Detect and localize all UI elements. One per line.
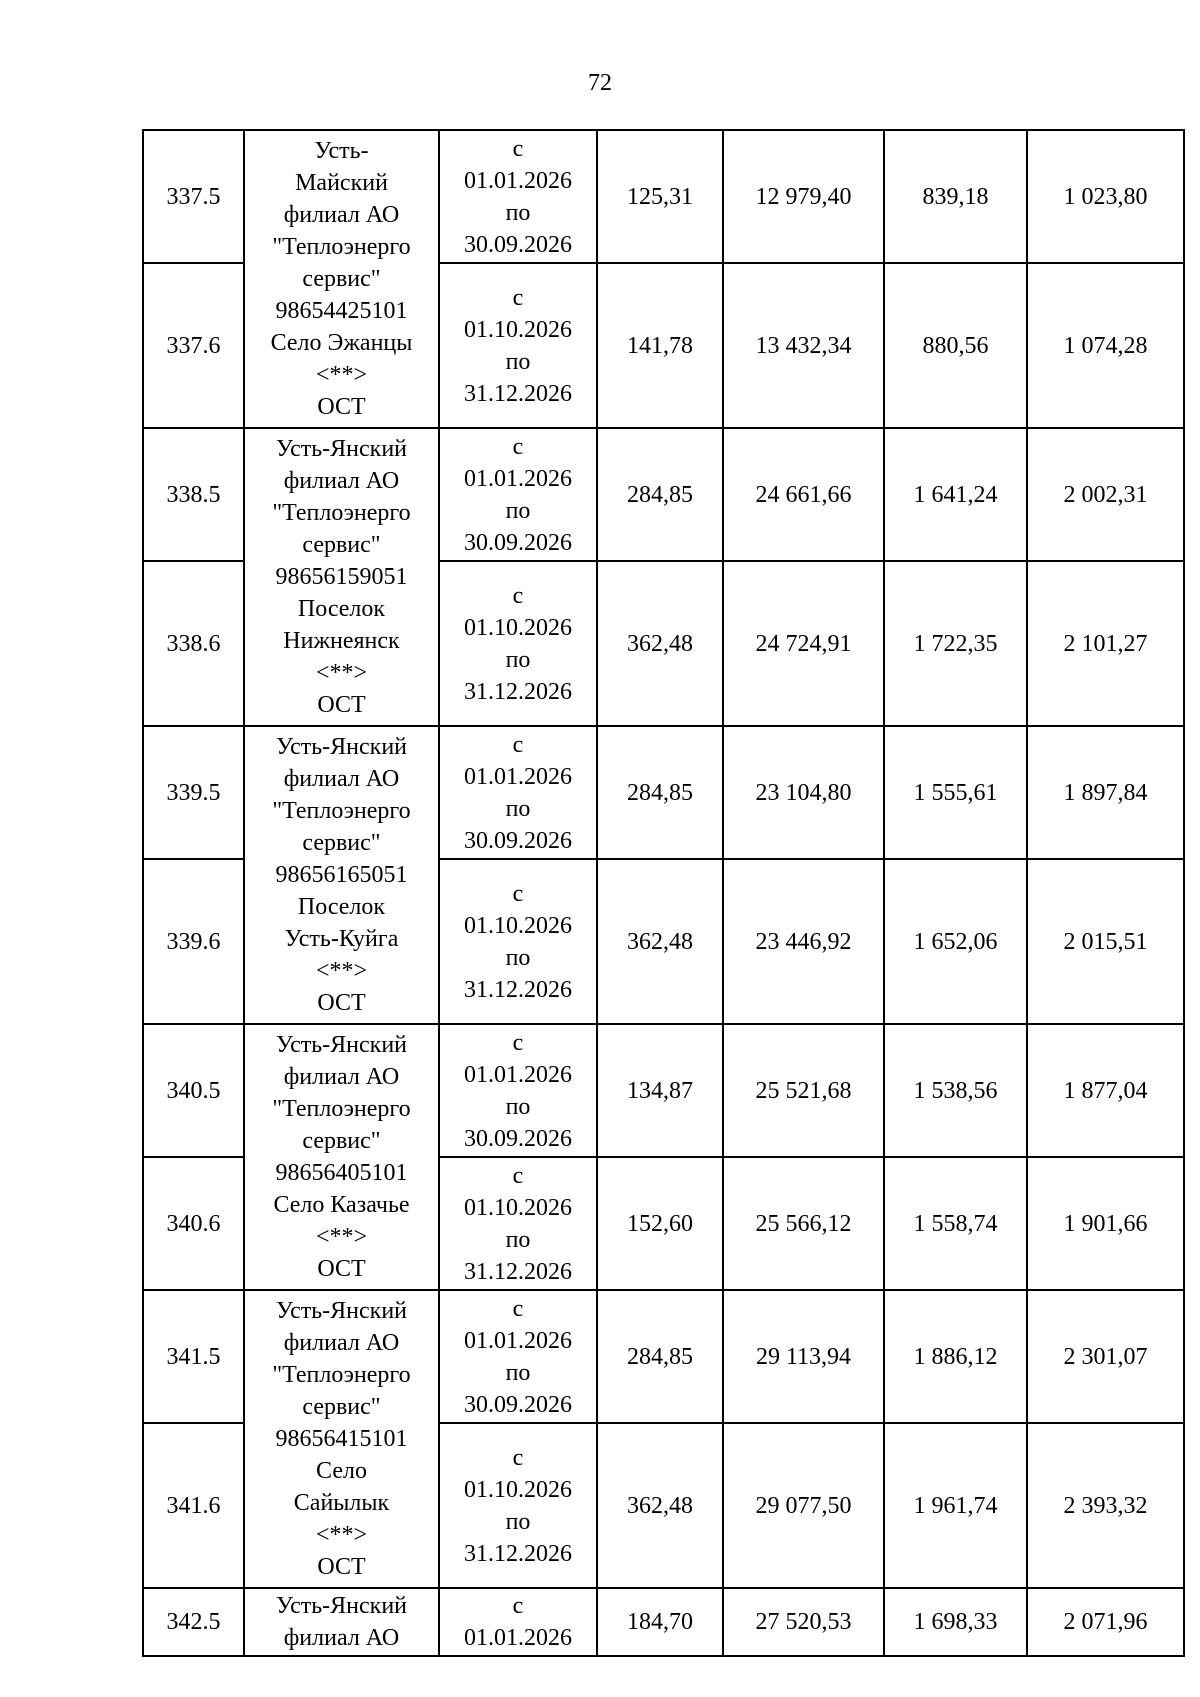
supplier-cell-line: <**>	[315, 1224, 368, 1250]
period-cell-line: по	[505, 795, 531, 822]
period-cell-line: по	[505, 348, 531, 375]
supplier-cell-line: 98656165051	[275, 862, 408, 888]
supplier-cell-line: филиал АО	[283, 1064, 400, 1090]
period-cell-line: по	[505, 1359, 531, 1386]
supplier-cell-line: 98656159051	[275, 564, 408, 590]
supplier-cell-line: Село Эжанцы	[270, 330, 413, 356]
value-cell-3: 1 558,74	[884, 1157, 1027, 1290]
table-row	[143, 1588, 1184, 1656]
period-cell-line: с	[512, 1444, 524, 1471]
value-cell-3: 1 722,35	[884, 561, 1027, 726]
value-cell-3: 1 698,33	[884, 1588, 1027, 1656]
period-cell-line: 01.01.2026	[464, 465, 572, 492]
period-cell-line: 30.09.2026	[464, 529, 572, 556]
period-cell-line: 01.01.2026	[464, 1061, 572, 1088]
period-cell-line: по	[505, 1226, 531, 1253]
period-cell-line: 30.09.2026	[464, 1125, 572, 1152]
row-id: 338.5	[143, 428, 244, 561]
supplier-cell	[244, 1024, 439, 1290]
row-id: 341.6	[143, 1423, 244, 1588]
supplier-cell-line: <**>	[315, 362, 368, 388]
supplier-cell-line: Нижнеянск	[283, 628, 400, 654]
supplier-cell-line: Сайылык	[293, 1490, 390, 1516]
value-cell-3: 1 961,74	[884, 1423, 1027, 1588]
period-cell	[439, 1290, 597, 1423]
value-cell-1: 284,85	[597, 1290, 723, 1423]
supplier-cell-line: Усть-	[314, 138, 369, 164]
supplier-cell-line: <**>	[315, 1522, 368, 1548]
period-cell	[439, 1157, 597, 1290]
value-cell-4: 2 101,27	[1027, 561, 1184, 726]
supplier-cell-line: филиал АО	[283, 1625, 400, 1651]
supplier-cell-line: сервис"	[302, 830, 381, 856]
row-id: 337.6	[143, 263, 244, 428]
supplier-cell-line: Поселок	[297, 596, 386, 622]
period-cell-line: с	[512, 731, 524, 758]
value-cell-4: 1 897,84	[1027, 726, 1184, 859]
row-id: 339.5	[143, 726, 244, 859]
period-cell	[439, 726, 597, 859]
value-cell-4: 2 002,31	[1027, 428, 1184, 561]
period-cell-line: 30.09.2026	[464, 231, 572, 258]
value-cell-3: 1 555,61	[884, 726, 1027, 859]
row-id: 337.5	[143, 130, 244, 263]
tariff-table-body	[143, 130, 1184, 1656]
supplier-cell-line: ОСТ	[317, 394, 366, 420]
period-cell	[439, 1423, 597, 1588]
period-cell-line: 01.10.2026	[464, 614, 572, 641]
value-cell-4: 2 015,51	[1027, 859, 1184, 1024]
period-cell-line: с	[512, 582, 524, 609]
table-row	[143, 1290, 1184, 1423]
period-cell-line: 01.01.2026	[464, 1625, 572, 1651]
supplier-cell-line: 98656415101	[275, 1426, 408, 1452]
period-cell	[439, 561, 597, 726]
supplier-cell-line: сервис"	[302, 1394, 381, 1420]
period-cell	[439, 263, 597, 428]
period-cell-line: 31.12.2026	[464, 976, 572, 1003]
supplier-cell-line: Село	[316, 1458, 367, 1484]
value-cell-1: 284,85	[597, 428, 723, 561]
value-cell-1: 141,78	[597, 263, 723, 428]
value-cell-4: 1 877,04	[1027, 1024, 1184, 1157]
supplier-cell-line: филиал АО	[283, 202, 400, 228]
value-cell-3: 1 652,06	[884, 859, 1027, 1024]
supplier-cell-line: <**>	[315, 660, 368, 686]
supplier-cell-line: <**>	[315, 958, 368, 984]
period-cell-line: с	[512, 1029, 524, 1056]
value-cell-1: 362,48	[597, 1423, 723, 1588]
period-cell-line: 30.09.2026	[464, 1391, 572, 1418]
period-cell-line: с	[512, 880, 524, 907]
value-cell-2: 24 724,91	[723, 561, 884, 726]
row-id: 340.5	[143, 1024, 244, 1157]
value-cell-2: 25 566,12	[723, 1157, 884, 1290]
value-cell-2: 12 979,40	[723, 130, 884, 263]
supplier-cell-line: "Теплоэнерго	[272, 500, 411, 526]
supplier-cell-line: Усть-Куйга	[284, 926, 399, 952]
value-cell-1: 134,87	[597, 1024, 723, 1157]
period-cell-line: с	[512, 1593, 524, 1619]
supplier-cell-line: "Теплоэнерго	[272, 1362, 411, 1388]
period-cell-line: 01.01.2026	[464, 763, 572, 790]
period-cell-line: с	[512, 1295, 524, 1322]
period-cell-line: по	[505, 944, 531, 971]
value-cell-2: 29 077,50	[723, 1423, 884, 1588]
value-cell-3: 1 538,56	[884, 1024, 1027, 1157]
value-cell-4: 2 071,96	[1027, 1588, 1184, 1656]
value-cell-2: 23 104,80	[723, 726, 884, 859]
value-cell-3: 839,18	[884, 130, 1027, 263]
period-cell-line: по	[505, 646, 531, 673]
value-cell-3: 1 641,24	[884, 428, 1027, 561]
page-number: 72	[588, 70, 612, 96]
period-cell	[439, 1588, 597, 1656]
supplier-cell-line: сервис"	[302, 266, 381, 292]
period-cell-line: с	[512, 433, 524, 460]
value-cell-1: 125,31	[597, 130, 723, 263]
period-cell-line: 01.10.2026	[464, 1476, 572, 1503]
table-row	[143, 428, 1184, 561]
period-cell-line: с	[512, 284, 524, 311]
period-cell	[439, 130, 597, 263]
supplier-cell-line: Усть-Янский	[275, 1032, 408, 1058]
period-cell-line: 31.12.2026	[464, 1258, 572, 1285]
period-cell-line: 31.12.2026	[464, 380, 572, 407]
supplier-cell-line: 98656405101	[275, 1160, 408, 1186]
supplier-cell-line: ОСТ	[317, 990, 366, 1016]
table-row	[143, 130, 1184, 263]
period-cell	[439, 859, 597, 1024]
value-cell-1: 152,60	[597, 1157, 723, 1290]
supplier-cell-line: филиал АО	[283, 766, 400, 792]
supplier-cell-line: филиал АО	[283, 1330, 400, 1356]
supplier-cell	[244, 130, 439, 428]
value-cell-4: 1 901,66	[1027, 1157, 1184, 1290]
supplier-cell-line: Усть-Янский	[275, 734, 408, 760]
supplier-cell-line: "Теплоэнерго	[272, 1096, 411, 1122]
period-cell-line: по	[505, 1093, 531, 1120]
period-cell-line: 01.01.2026	[464, 167, 572, 194]
period-cell-line: 01.10.2026	[464, 316, 572, 343]
period-cell-line: 31.12.2026	[464, 678, 572, 705]
period-cell-line: по	[505, 497, 531, 524]
value-cell-4: 2 393,32	[1027, 1423, 1184, 1588]
supplier-cell-line: ОСТ	[317, 1554, 366, 1580]
row-id: 342.5	[143, 1588, 244, 1656]
period-cell-line: 01.01.2026	[464, 1327, 572, 1354]
value-cell-2: 23 446,92	[723, 859, 884, 1024]
table-row	[143, 1024, 1184, 1157]
value-cell-1: 362,48	[597, 561, 723, 726]
row-id: 338.6	[143, 561, 244, 726]
supplier-cell-line: 98654425101	[275, 298, 408, 324]
supplier-cell-line: Усть-Янский	[275, 436, 408, 462]
supplier-cell	[244, 726, 439, 1024]
supplier-cell-line: Село Казачье	[273, 1192, 410, 1218]
supplier-cell-line: сервис"	[302, 532, 381, 558]
period-cell-line: с	[512, 135, 524, 162]
period-cell-line: по	[505, 1508, 531, 1535]
row-id: 339.6	[143, 859, 244, 1024]
value-cell-4: 1 074,28	[1027, 263, 1184, 428]
supplier-cell-line: ОСТ	[317, 1256, 366, 1282]
value-cell-3: 1 886,12	[884, 1290, 1027, 1423]
value-cell-2: 24 661,66	[723, 428, 884, 561]
period-cell-line: по	[505, 199, 531, 226]
supplier-cell-line: Усть-Янский	[275, 1298, 408, 1324]
value-cell-1: 284,85	[597, 726, 723, 859]
value-cell-1: 362,48	[597, 859, 723, 1024]
supplier-cell-line: Поселок	[297, 894, 386, 920]
row-id: 341.5	[143, 1290, 244, 1423]
supplier-cell-line: ОСТ	[317, 692, 366, 718]
supplier-cell	[244, 1588, 439, 1656]
period-cell	[439, 1024, 597, 1157]
value-cell-2: 13 432,34	[723, 263, 884, 428]
row-id: 340.6	[143, 1157, 244, 1290]
value-cell-3: 880,56	[884, 263, 1027, 428]
supplier-cell	[244, 1290, 439, 1588]
table-row	[143, 726, 1184, 859]
supplier-cell-line: Майский	[295, 170, 388, 196]
period-cell-line: 31.12.2026	[464, 1540, 572, 1567]
value-cell-1: 184,70	[597, 1588, 723, 1656]
value-cell-2: 27 520,53	[723, 1588, 884, 1656]
value-cell-2: 29 113,94	[723, 1290, 884, 1423]
period-cell-line: 01.10.2026	[464, 912, 572, 939]
period-cell-line: 01.10.2026	[464, 1194, 572, 1221]
value-cell-2: 25 521,68	[723, 1024, 884, 1157]
value-cell-4: 1 023,80	[1027, 130, 1184, 263]
supplier-cell-line: "Теплоэнерго	[272, 798, 411, 824]
supplier-cell-line: филиал АО	[283, 468, 400, 494]
period-cell-line: 30.09.2026	[464, 827, 572, 854]
supplier-cell	[244, 428, 439, 726]
supplier-cell-line: Усть-Янский	[275, 1593, 408, 1619]
value-cell-4: 2 301,07	[1027, 1290, 1184, 1423]
period-cell-line: с	[512, 1162, 524, 1189]
tariff-table	[142, 129, 1185, 1657]
period-cell	[439, 428, 597, 561]
supplier-cell-line: сервис"	[302, 1128, 381, 1154]
supplier-cell-line: "Теплоэнерго	[272, 234, 411, 260]
